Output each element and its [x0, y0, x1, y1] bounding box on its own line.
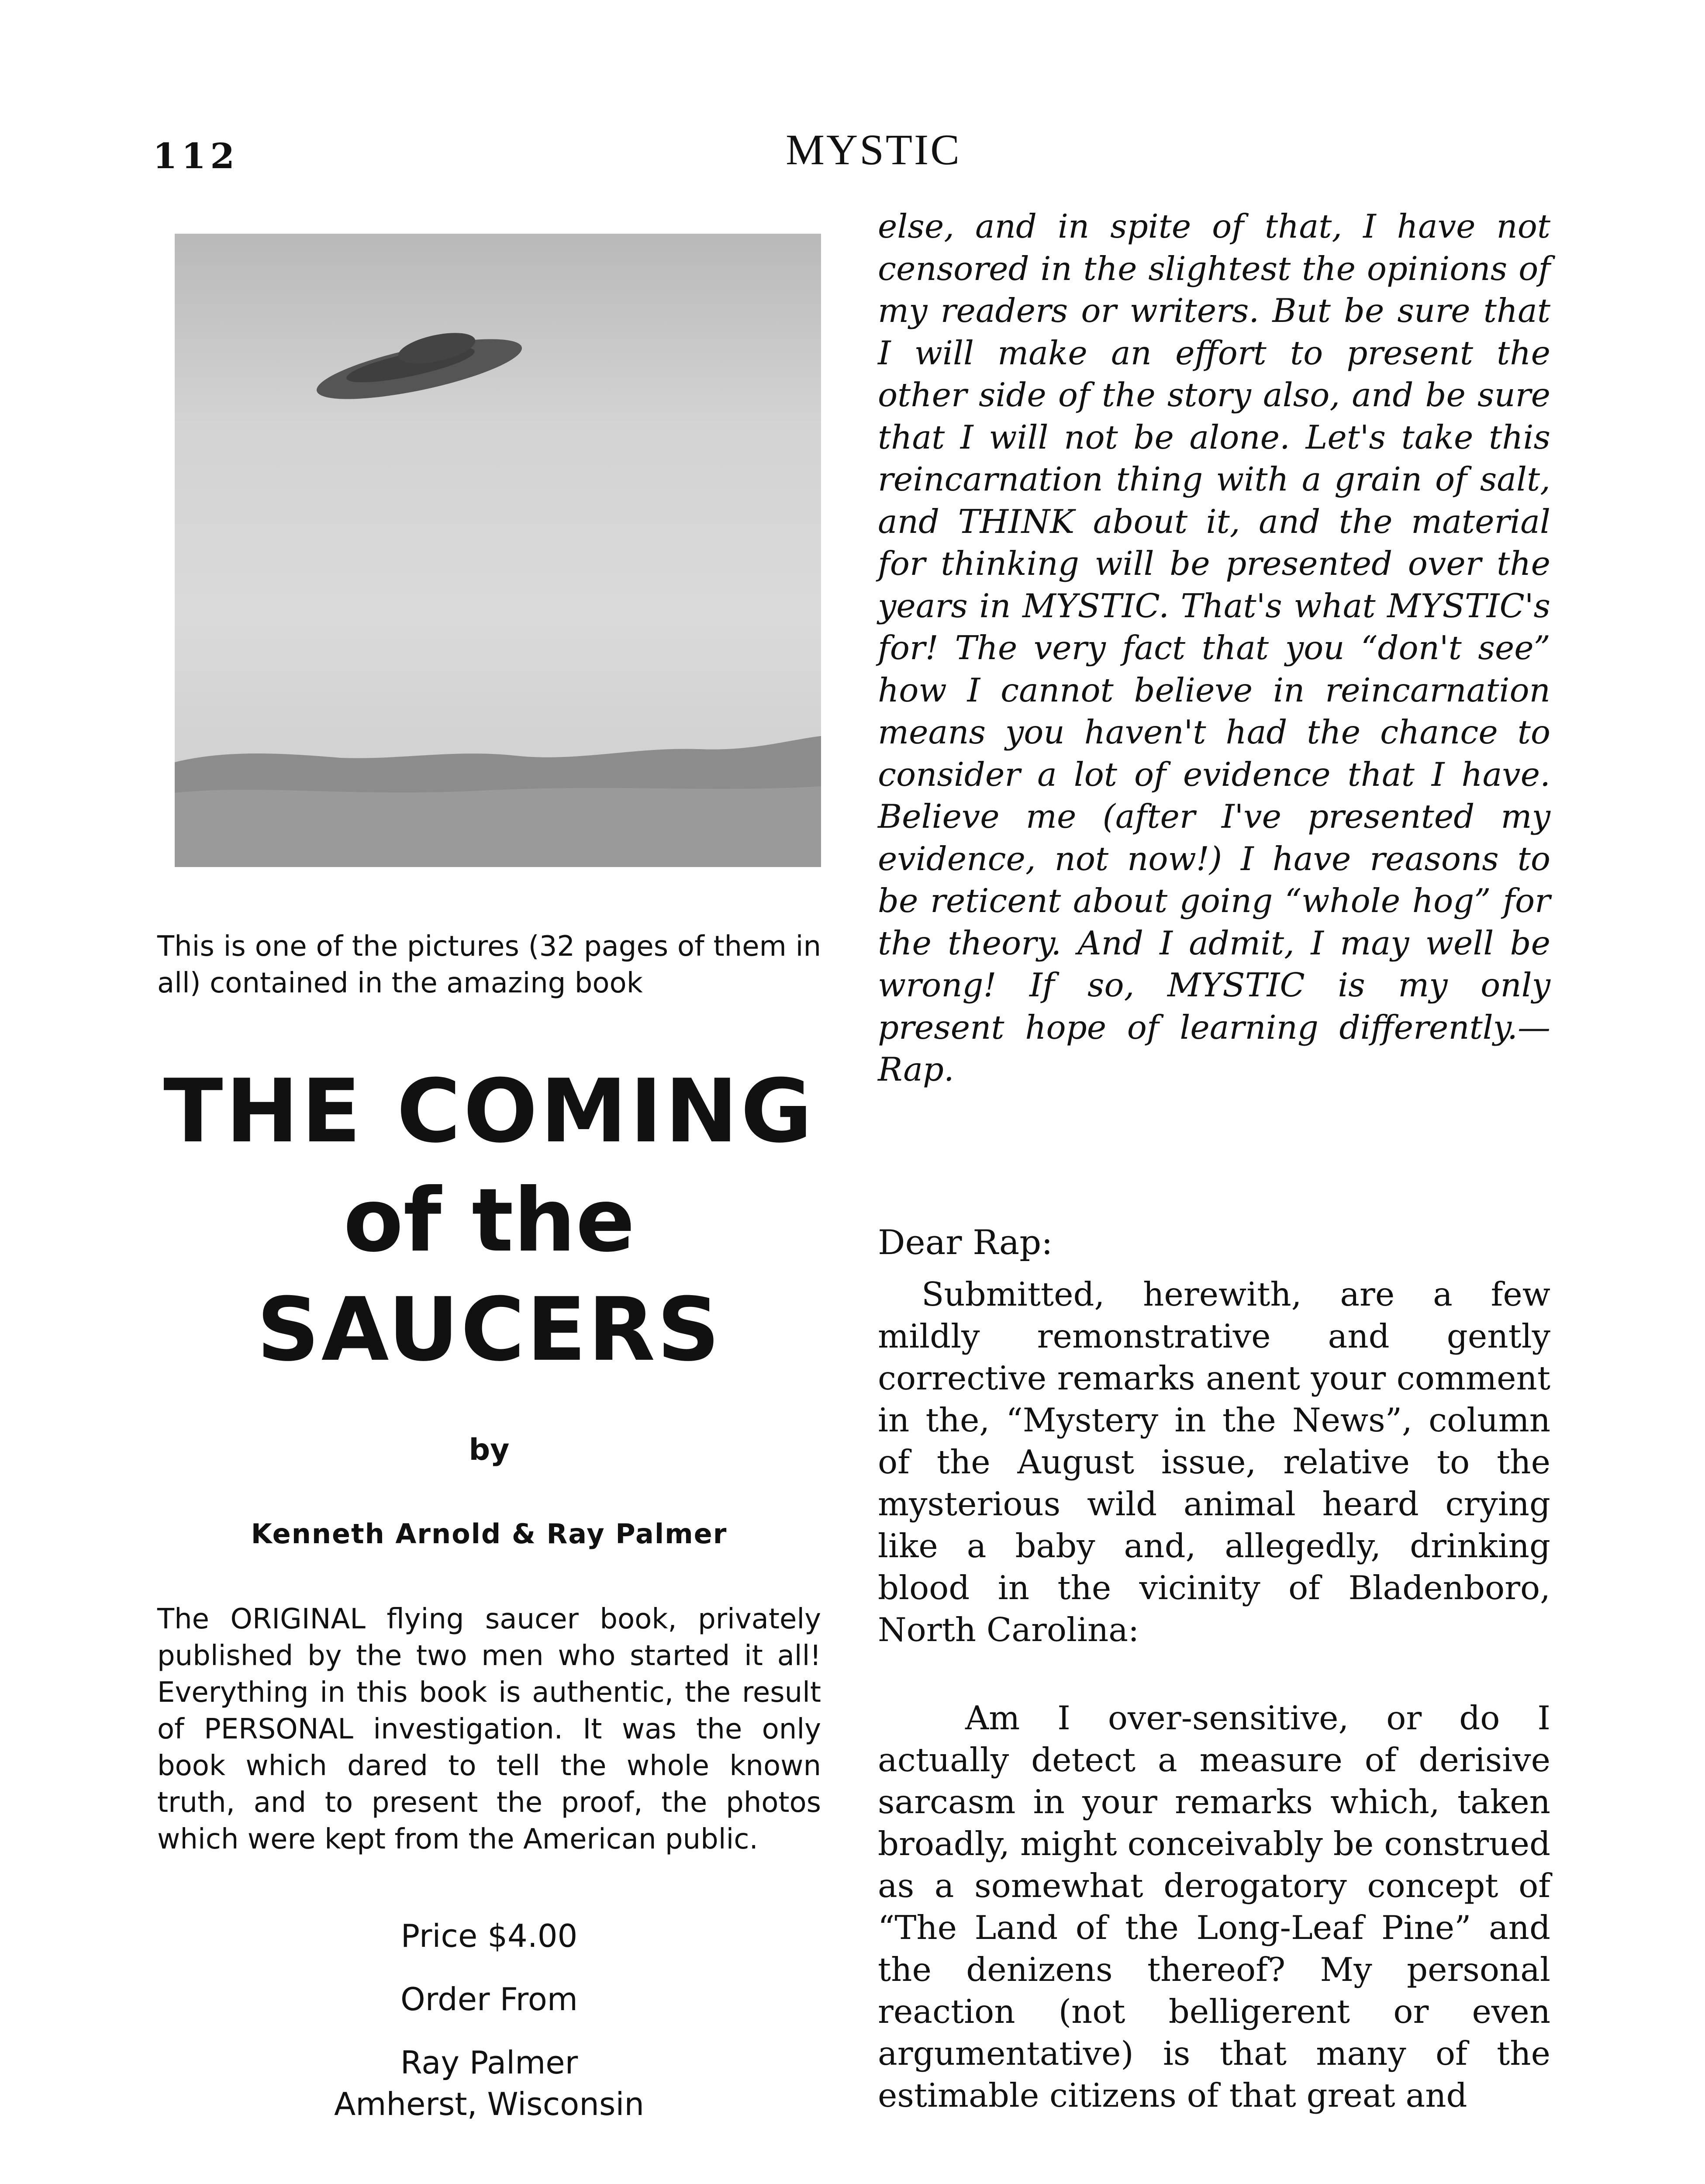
- book-title-line1: THE COMING: [163, 1061, 815, 1162]
- editorial-reply: [878, 205, 1550, 1091]
- book-title-line3: SAUCERS: [256, 1279, 722, 1381]
- byline-by: by: [469, 1433, 510, 1467]
- book-price: Price $4.00: [400, 1918, 578, 1954]
- book-blurb: The ORIGINAL flying saucer book, privately published by the two men who started it all! Everything in this book is authentic, the result of PERSONAL investigation. It was the only book which dared to tell the whole known truth, and to present the proof, the photos which were kept from the American public.: [157, 1603, 821, 1856]
- letter-body-1: [878, 1273, 1550, 1651]
- book-title-line2: of the: [343, 1170, 635, 1272]
- book-title: [157, 1057, 821, 1385]
- order-from-label: Order From: [400, 1981, 578, 2018]
- letter-paragraph-1: Submitted, herewith, are a few mildly remonstrative and gently corrective remarks anent your comment in the, “Mystery in the News”, column of the August issue, relative to the mysterious wild animal heard crying like a baby and, allegedly, drinking blood in the vicinity of Bladenboro, North Carolina:: [878, 1275, 1550, 1649]
- flying-saucer-photo: [175, 234, 821, 867]
- order-address: Amherst, Wisconsin: [334, 2086, 644, 2122]
- editorial-paragraph: else, and in spite of that, I have not censored in the slightest the opinions of my readers or writers. But be sure that I will make an effort to present the other side of the story also, and be sure that I will not be alone. Let's take this reincarnation thing with a grain of salt, and THINK about it, and the material for thinking will be presented over the years in MYSTIC. That's what MYSTIC's for! The very fact that you “don't see” how I cannot believe in reincarnation means you haven't had the chance to consider a lot of evidence that I have. Believe me (after I've presented my evidence, not now!) I have reasons to be reticent about going “whole hog” for the theory. And I admit, I may well be wrong! If so, MYSTIC is my only present hope of learning differently.—Rap.: [878, 207, 1550, 1089]
- photo-caption: This is one of the pictures (32 pages of them in all) contained in the amazing book: [157, 930, 821, 999]
- byline-authors: Kenneth Arnold & Ray Palmer: [251, 1518, 728, 1550]
- page-number: 112: [153, 135, 239, 176]
- running-head: MYSTIC: [786, 125, 961, 174]
- letter-paragraph-2: Am I over-sensitive, or do I actually detect a measure of derisive sarcasm in your remarks which, taken broadly, might conceivably be construed as a somewhat derogatory concept of “The Land of the Long-Leaf Pine” and the denizens thereof? My personal reaction (not belligerent or even argumentative) is that many of the estimable citizens of that great and: [878, 1699, 1550, 2115]
- letter-salutation: Dear Rap:: [878, 1223, 1053, 1262]
- letter-body-2: [878, 1697, 1550, 2116]
- order-name: Ray Palmer: [400, 2044, 578, 2081]
